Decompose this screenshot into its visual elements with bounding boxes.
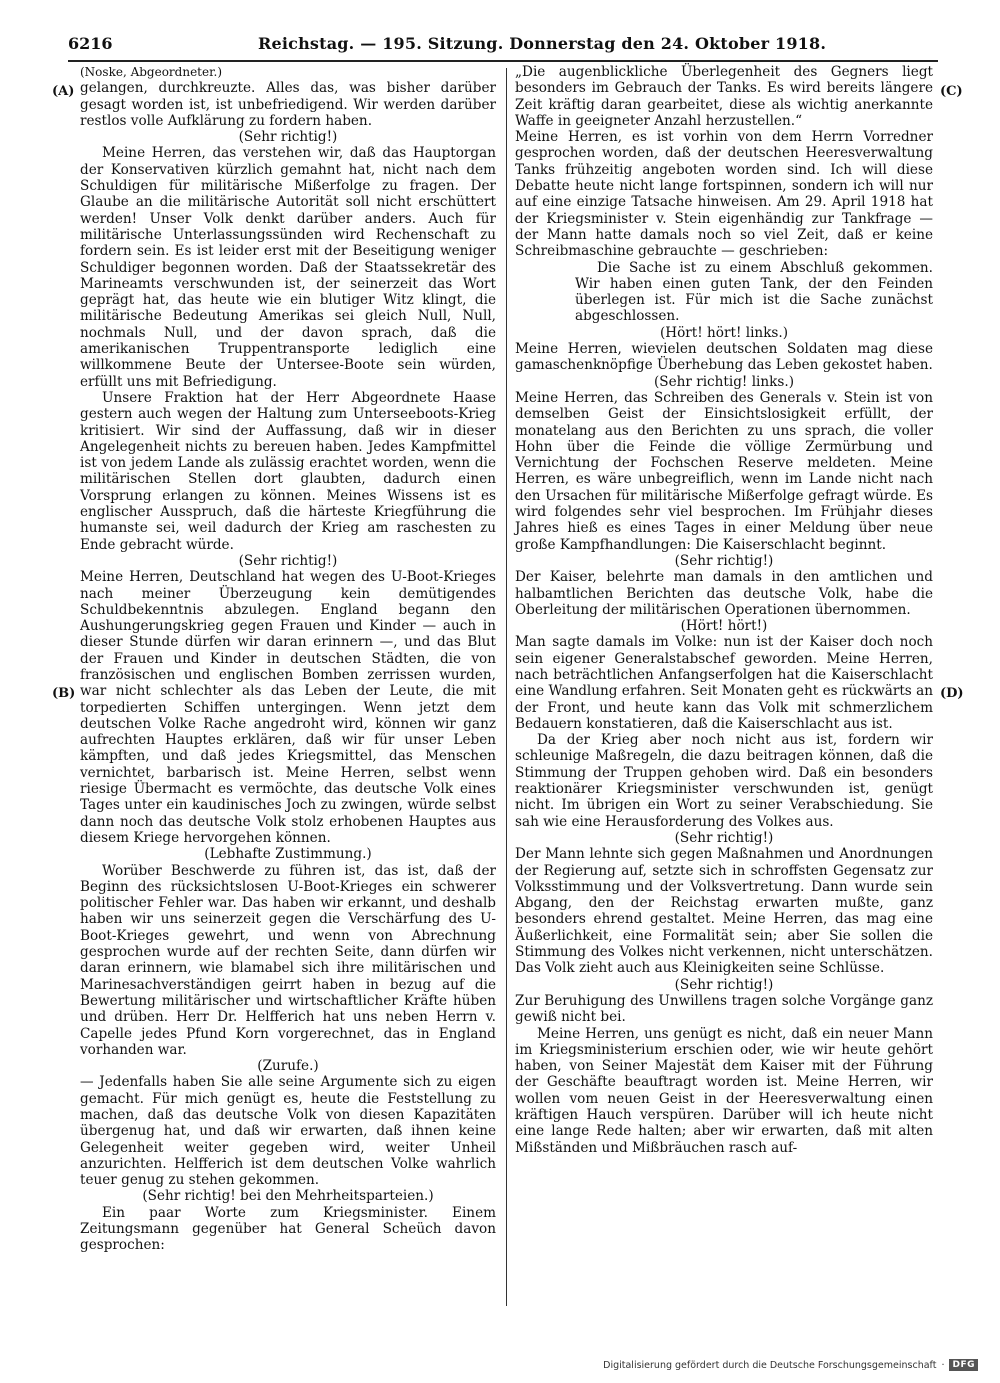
column-divider [506,68,507,1306]
paragraph: Die Sache ist zu einem Abschluß gekommen. Wir haben einen guten Tank, der den Feinden überlegen ist. Für mich ist die Sache zunächst abgeschlossen. [575,259,933,325]
paragraph: Meine Herren, uns genügt es nicht, daß ein neuer Mann im Kriegsministerium erschien oder, wie wir heute gehört haben, von Seiner Majestät dem Kaiser mit der Führung der Geschäfte beauftragt worden ist. Meine Herren, wir wollen vom neuen Geist in der Heeresverwaltung einen kräftigen Hauch verspüren. Darüber will ich heute nicht eine lange Rede halten; aber wir erwarten, daß mit alten Mißständen und Mißbräuchen rasch auf- [515,1025,933,1156]
paragraph: — Jedenfalls haben Sie alle seine Argumente sich zu eigen gemacht. Für mich genügt es, heute die Feststellung zu machen, daß das deutsche Volk von diesen Kapazitäten übergenug hat, und daß wir erwarten, daß ihnen keine Gelegenheit weiter gegeben wird, weiter Unheil anzurichten. Helfferich ist dem deutschen Volke wahrlich teuer genug zu stehen gekommen. [80,1074,496,1189]
interjection: (Sehr richtig! links.) [653,373,795,390]
interjection: (Hört! hört! links.) [659,324,789,341]
speaker-note: (Noske, Abgeordneter.) [80,65,223,79]
footer-credit: Digitalisierung gefördert durch die Deutsche Forschungsgemeinschaft [603,1359,937,1371]
right-column [515,64,933,1156]
interjection: (Sehr richtig! bei den Mehrheitsparteien.) [142,1188,434,1205]
interjection: (Sehr richtig!) [674,552,774,569]
interjection: (Sehr richtig!) [674,976,774,993]
running-title: Reichstag. — 195. Sitzung. Donnerstag den 24. Oktober 1918. [258,34,827,53]
paragraph: Meine Herren, es ist vorhin von dem Herrn Vorredner gesprochen worden, daß der deutschen Heeresverwaltung Tanks frühzeitig angeboten worden sind. Ich will diese Debatte heute nicht lange fortspinnen, sondern ich will nur auf eine einzige Tatsache hinweisen. Am 29. April 1918 hat der Kriegsminister v. Stein eigenhändig zur Tankfrage — der Mann hatte damals noch so viel Zeit, daß er keine Schreibmaschine gebrauchte — geschrieben: [515,129,933,260]
header-rule [68,60,938,62]
interjection: (Sehr richtig!) [238,552,338,569]
paragraph: Worüber Beschwerde zu führen ist, das ist, daß der Beginn des rücksichtslosen U-Boot-Krieges ein schwerer politischer Fehler war. Das haben wir erkannt, und deshalb haben wir uns seinerzeit gegen die Verschärfung des U-Boot-Krieges gewehrt, und wenn von Abrechnung gesprochen wurde auf der rechten Seite, dann dürfen wir daran erinnern, wie blamabel sich ihre militärischen und Marinesachverständigen geirrt haben in bezug auf die Bewertung militärischer und wirtschaftlicher Kräfte hüben und drüben. Herr Dr. Helfferich hat uns neben Herrn v. Capelle jedes Pfund Korn vorgerechnet, das in England vorhanden war. [80,862,496,1058]
paragraph: Unsere Fraktion hat der Herr Abgeordnete Haase gestern auch wegen der Haltung zum Unterseeboots-Krieg kritisiert. Wir sind der Auffassung, daß wir in dieser Angelegenheit nichts zu bereuen haben. Jedes Kampfmittel ist von jedem Lande als zulässig erachtet worden, wenn die militärischen Stellen dort glaubten, dadurch einen Vorsprung erlangen zu können. Meines Wissens ist es englischer Ausspruch, daß die härteste Kriegführung die humanste sei, weil dadurch der Krieg am raschesten zu Ende gebracht würde. [80,389,496,553]
page-number: 6216 [68,34,113,53]
interjection: (Sehr richtig!) [674,829,774,846]
paragraph: Zur Beruhigung des Unwillens tragen solche Vorgänge ganz gewiß nicht bei. [515,992,933,1026]
paragraph: Ein paar Worte zum Kriegsminister. Einem Zeitungsmann gegenüber hat General Scheüch davon gesprochen: [80,1204,496,1254]
paragraph: Meine Herren, das Schreiben des Generals v. Stein ist von demselben Geist der Einsichtslosigkeit erfüllt, der monatelang aus den Berichten zu uns sprach, die voller Hohn über die Feinde die völlige Zermürbung und Vernichtung der Fochschen Reserve meldeten. Meine Herren, es wäre unbegreiflich, wenn im Lande nicht nach den Ursachen für militärische Mißerfolge gefragt würde. Es wird folgendes sehr viel besprochen. Im Frühjahr dieses Jahres hieß es eines Tages in einer Meldung über neue große Kampfhandlungen: Die Kaiserschlacht beginnt. [515,389,933,553]
interjection: (Lebhafte Zustimmung.) [204,846,372,863]
paragraph: Der Kaiser, belehrte man damals in den amtlichen und halbamtlichen Berichten das deutsche Volk, habe die Oberleitung der militärischen Operationen übernommen. [515,569,933,618]
interjection: (Sehr richtig!) [238,129,338,146]
left-column [80,64,496,1254]
paragraph: gelangen, durchkreuzte. Alles das, was bisher darüber gesagt worden ist, ist unbefriedigend. Wir werden darüber restlos volle Aufklärung zu fordern haben. [80,80,496,129]
paragraph: Der Mann lehnte sich gegen Maßnahmen und Anordnungen der Regierung auf, setzte sich in schroffsten Gegensatz zur Volksstimmung und der Volksvertretung. Dann wurde sein Abgang, den der Reichstag erwarten mußte, ganz besonders ehrend gestaltet. Meine Herren, das mag eine Äußerlichkeit, eine Formalität sein; aber Sie sollen die Stimmung des Volkes nicht verkennen, nicht unterschätzen. Das Volk zieht auch aus Kleinigkeiten seine Schlüsse. [515,846,933,977]
page-footer: Digitalisierung gefördert durch die Deutsche Forschungsgemeinschaft · DFG [603,1359,978,1371]
margin-mark-b: (B) [52,686,76,701]
paragraph: Meine Herren, wievielen deutschen Soldaten mag diese gamaschenknöpfige Überhebung das Leben gekostet haben. [515,341,933,374]
dfg-logo: DFG [949,1359,978,1371]
paragraph: „Die augenblickliche Überlegenheit des Gegners liegt besonders im Gebrauch der Tanks. Es wird bereits längere Zeit kräftig daran gearbeitet, diese als wichtig anerkannte Waffe in geeigneter Anzahl herzustellen.“ [515,64,933,129]
margin-mark-c: (C) [940,84,963,99]
interjection: (Zurufe.) [257,1058,319,1075]
margin-mark-d: (D) [940,686,964,701]
paragraph: Meine Herren, das verstehen wir, daß das Hauptorgan der Konservativen kürzlich gemahnt hat, nicht nach dem Schuldigen für militärische Mißerfolge zu fragen. Der Glaube an die militärische Autorität soll nicht erschüttert werden! Unser Volk denkt darüber anders. Auch für militärische Unterlassungssünden wird Rechenschaft zu fordern sein. Es ist leider erst mit der Beseitigung weniger Schuldiger begonnen worden. Daß der Staatssekretär des Marineamts verschwunden ist, der seinerzeit das Wort geprägt hat, das heute wie ein blutiger Witz klingt, die militärische Bedeutung Amerikas sei gleich Null, Null, nochmals Null, und der davon sprach, daß die amerikanischen Truppentransporte lediglich eine willkommene Beute der Untersee-Boote sein würden, erfüllt uns mit Befriedigung. [80,145,496,390]
interjection: (Hört! hört!) [680,618,768,635]
page-header [68,34,938,56]
paragraph: Man sagte damals im Volke: nun ist der Kaiser doch noch sein eigener Generalstabschef geworden. Meine Herren, nach beträchtlichen Anfangserfolgen hat die Kaiserschlacht eine Wandlung erfahren. Seit Monaten geht es rückwärts an der Front, und heute kann das Volk mit schmerzlichem Bedauern konstatieren, daß die Kaiserschlacht aus ist. [515,634,933,732]
paragraph: Da der Krieg aber noch nicht aus ist, fordern wir schleunige Maßregeln, die dazu beitragen können, daß die Stimmung der Truppen gehoben wird. Daß ein besonders reaktionärer Kriegsminister verschwunden ist, genügt nicht. Im übrigen ein Wort zu seiner Verabschiedung. Sie sah wie eine Herausforderung des Volkes aus. [515,732,933,830]
margin-mark-a: (A) [52,84,75,99]
paragraph: Meine Herren, Deutschland hat wegen des U-Boot-Krieges nach meiner Überzeugung kein demütigendes Schuldbekenntnis abzulegen. England begann den Aushungerungskrieg gegen Frauen und Kinder — auch in dieser Stunde dürfen wir daran erinnern —, und das Blut der Frauen und Kinder in deutschen Städten, die von französischen und englischen Bomben zerrissen wurden, war nicht schlechter als das Leben der Leute, die mit torpedierten Schiffen untergingen. Wenn jetzt dem deutschen Volke Rache angedroht wird, können wir ganz aufrechten Hauptes erklären, daß wir für unser Leben kämpften, und daß jedes Kriegsmittel, das Menschen vernichtet, barbarisch ist. Meine Herren, selbst wenn riesige Übermacht es vermöchte, das deutsche Volk eines Tages unter ein kaudinisches Joch zu zwingen, würde selbst dann noch das deutsche Volk stolz erhobenen Hauptes aus diesem Kriege hervorgehen können. [80,569,496,846]
